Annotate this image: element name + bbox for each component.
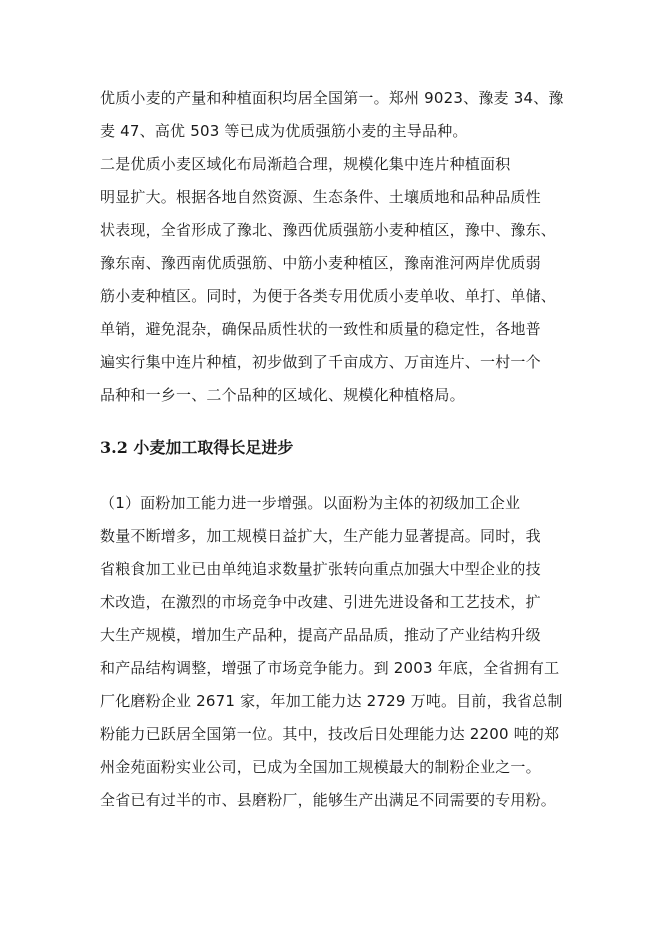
text-line: 品种和一乡一、二个品种的区域化、规模化种植格局。 [100,386,465,404]
text-line: 麦 47、高优 503 等已成为优质强筋小麦的主导品种。 [100,122,468,140]
text-line: 豫东南、豫西南优质强筋、中筋小麦种植区，豫南淮河两岸优质弱 [100,254,541,272]
text-line: 全省已有过半的市、县磨粉厂，能够生产出满足不同需要的专用粉。 [100,791,557,809]
text-line: 省粮食加工业已由单纯追求数量扩张转向重点加强大中型企业的技 [100,560,541,578]
section-heading: 3.2 小麦加工取得长足进步 [100,438,294,457]
text-line: 粉能力已跃居全国第一位。其中，技改后日处理能力达 2200 吨的郑 [100,725,560,743]
text-line: （1）面粉加工能力进一步增强。以面粉为主体的初级加工企业 [100,494,521,512]
text-line: 优质小麦的产量和种植面积均居全国第一。郑州 9023、豫麦 34、豫 [100,89,564,107]
text-line: 明显扩大。根据各地自然资源、生态条件、土壤质地和品种品质性 [100,188,541,206]
text-line: 和产品结构调整，增强了市场竞争能力。到 2003 年底，全省拥有工 [100,659,560,677]
text-line: 状表现，全省形成了豫北、豫西优质强筋小麦种植区，豫中、豫东、 [100,221,557,239]
text-line: 遍实行集中连片种植，初步做到了千亩成方、万亩连片、一村一个 [100,353,541,371]
text-line: 大生产规模，增加生产品种，提高产品品质，推动了产业结构升级 [100,626,541,644]
text-line: 厂化磨粉企业 2671 家，年加工能力达 2729 万吨。目前，我省总制 [100,692,563,710]
text-line: 单销，避免混杂，确保品质性状的一致性和质量的稳定性，各地普 [100,320,541,338]
text-line: 筋小麦种植区。同时，为便于各类专用优质小麦单收、单打、单储、 [100,287,557,305]
text-line: 二是优质小麦区域化布局渐趋合理，规模化集中连片种植面积 [100,155,511,173]
text-line: 州金苑面粉实业公司，已成为全国加工规模最大的制粉企业之一。 [100,758,541,776]
text-line: 数量不断增多，加工规模日益扩大，生产能力显著提高。同时，我 [100,527,541,545]
text-line: 术改造，在激烈的市场竞争中改建、引进先进设备和工艺技术，扩 [100,593,541,611]
